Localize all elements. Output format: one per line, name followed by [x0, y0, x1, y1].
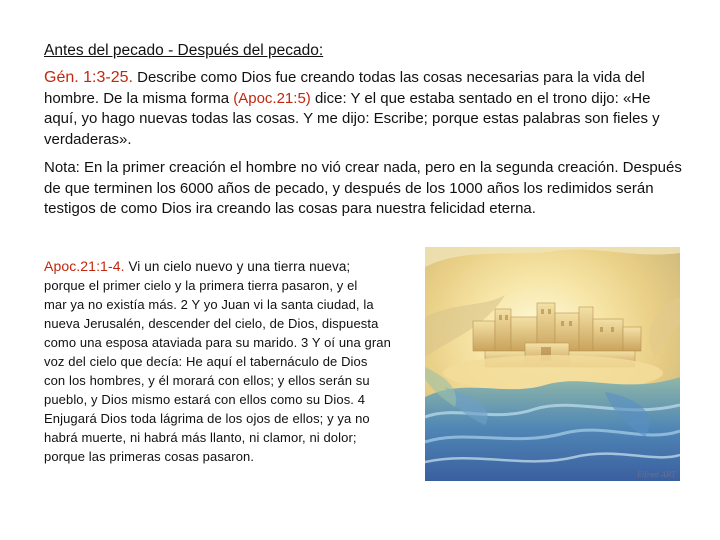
revelation-line: nueva Jerusalén, descender del cielo, de Dios, dispuesta	[44, 316, 379, 331]
revelation-line: Enjugará Dios toda lágrima de los ojos de ellos; y ya no	[44, 411, 370, 426]
revelation-line: pueblo, y Dios mismo estará con ellos como su Dios. 4	[44, 392, 366, 407]
revelation-line: con los hombres, y él morará con ellos; y ellos serán su	[44, 373, 370, 388]
painting-artwork	[425, 247, 680, 481]
slide-heading: Antes del pecado - Después del pecado:	[44, 42, 324, 59]
revelation-paragraph	[44, 257, 434, 466]
revelation-line: como una esposa ataviada para su marido. 3 Y oí una gran	[44, 335, 391, 350]
painting-signature: Elfred ART	[636, 471, 676, 479]
revelation-line: mar ya no existía más. 2 Y yo Juan vi la santa ciudad, la	[44, 297, 374, 312]
new-jerusalem-painting	[425, 247, 680, 481]
genesis-reference: Gén. 1:3-25.	[44, 69, 133, 86]
revelation-line-text: Vi un cielo nuevo y una tierra nueva;	[124, 259, 351, 274]
revelation-line: habrá muerte, ni habrá más llanto, ni clamor, ni dolor;	[44, 430, 357, 445]
revelation-reference: Apoc.21:1-4.	[44, 258, 125, 274]
revelation-line: voz del cielo que decía: He aquí el tabernáculo de Dios	[44, 354, 368, 369]
revelation-line: porque las primeras cosas pasaron.	[44, 449, 255, 464]
genesis-paragraph	[44, 68, 684, 150]
note-paragraph: Nota: En la primer creación el hombre no vió crear nada, pero en la segunda creación. Después de que terminen los 6000 años de pecado, y después de los 1000 años los redimidos serán testigos de como Dios ira creando las cosas para nuestra felicidad eterna.	[44, 159, 682, 217]
revelation-line: porque el primer cielo y la primera tierra pasaron, y el	[44, 278, 358, 293]
revelation-line	[44, 257, 434, 276]
genesis-text-part-1: Describe como Dios fue creando todas las cosas necesarias para la vida del hombre. De la misma forma	[44, 69, 645, 107]
apocalypse-21-5-reference: (Apoc.21:5)	[233, 89, 311, 107]
genesis-text-part-2: dice: Y el que estaba sentado en el trono dijo: «He aquí, yo hago nuevas todas las cosas. Y me dijo: Escribe; porque estas palabras son fieles y verdaderas».	[44, 89, 660, 148]
